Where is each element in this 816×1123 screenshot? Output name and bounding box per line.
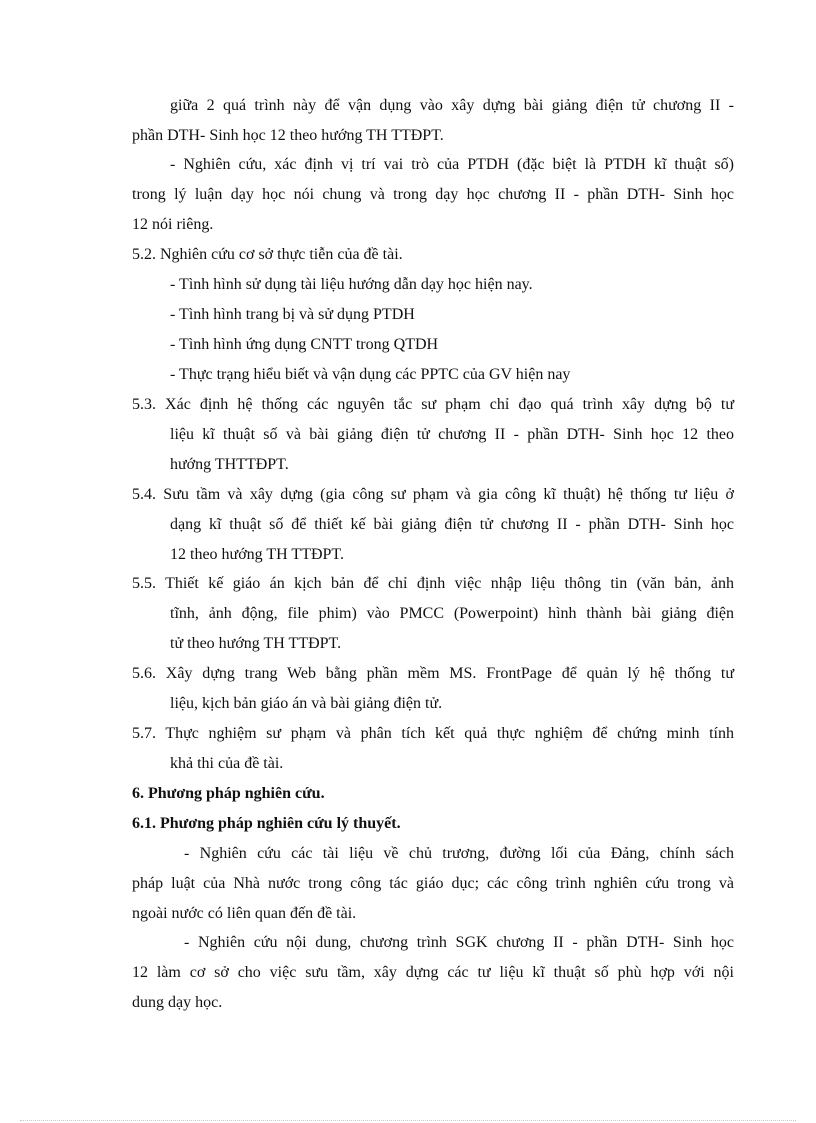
text-line: dung dạy học.: [132, 994, 223, 1011]
text-line: - Nghiên cứu các tài liệu về chủ trương, đường lối của Đảng, chính sách: [184, 845, 734, 862]
numbered-item: 5.6. Xây dựng trang Web bằng phần mềm MS. FrontPage để quản lý hệ thống tư: [132, 665, 734, 682]
text-line: liệu, kịch bản giáo án và bài giảng điện tử.: [170, 695, 443, 712]
text-line: tử theo hướng TH TTĐPT.: [170, 635, 342, 652]
text-line: 12 làm cơ sở cho việc sưu tầm, xây dựng các tư liệu kĩ thuật số phù hợp với nội: [132, 964, 734, 981]
section-heading: 5.2. Nghiên cứu cơ sở thực tiễn của đề tài.: [132, 246, 403, 263]
subsection-heading: 6.1. Phương pháp nghiên cứu lý thuyết.: [132, 815, 401, 832]
text-line: pháp luật của Nhà nước trong công tác giáo dục; các công trình nghiên cứu trong và: [132, 875, 734, 892]
text-line: 12 theo hướng TH TTĐPT.: [170, 546, 345, 563]
text-line: - Nghiên cứu, xác định vị trí vai trò của PTDH (đặc biệt là PTDH kĩ thuật số): [170, 156, 734, 173]
text-line: dạng kĩ thuật số để thiết kế bài giảng điện tử chương II - phần DTH- Sinh học: [170, 516, 734, 533]
numbered-item: 5.4. Sưu tầm và xây dựng (gia công sư phạm và gia công kĩ thuật) hệ thống tư liệu ở: [132, 486, 734, 503]
section-heading: 6. Phương pháp nghiên cứu.: [132, 785, 325, 802]
numbered-item: 5.5. Thiết kế giáo án kịch bản để chỉ định việc nhập liệu thông tin (văn bản, ảnh: [132, 575, 734, 592]
bullet-item: - Thực trạng hiểu biết và vận dụng các PPTC của GV hiện nay: [170, 366, 571, 383]
page-bottom-rule: [20, 1120, 796, 1121]
text-line: phần DTH- Sinh học 12 theo hướng TH TTĐPT.: [132, 127, 444, 144]
bullet-item: - Tình hình sử dụng tài liệu hướng dẫn dạy học hiện nay.: [170, 276, 533, 293]
text-line: khả thi của đề tài.: [170, 755, 284, 772]
text-line: ngoài nước có liên quan đến đề tài.: [132, 905, 357, 922]
text-line: 12 nói riêng.: [132, 216, 214, 233]
text-line: giữa 2 quá trình này để vận dụng vào xây dựng bài giảng điện tử chương II -: [170, 97, 734, 114]
numbered-item: 5.7. Thực nghiệm sư phạm và phân tích kết quả thực nghiệm để chứng minh tính: [132, 725, 734, 742]
text-line: liệu kĩ thuật số và bài giảng điện tử chương II - phần DTH- Sinh học 12 theo: [170, 426, 734, 443]
bullet-item: - Tình hình trang bị và sử dụng PTDH: [170, 306, 415, 323]
numbered-item: 5.3. Xác định hệ thống các nguyên tắc sư phạm chỉ đạo quá trình xây dựng bộ tư: [132, 396, 734, 413]
text-line: hướng THTTĐPT.: [170, 456, 289, 473]
text-line: tĩnh, ảnh động, file phim) vào PMCC (Powerpoint) hình thành bài giảng điện: [170, 605, 734, 622]
bullet-item: - Tình hình ứng dụng CNTT trong QTDH: [170, 336, 439, 353]
text-line: trong lý luận dạy học nói chung và trong dạy học chương II - phần DTH- Sinh học: [132, 186, 734, 203]
text-line: - Nghiên cứu nội dung, chương trình SGK chương II - phần DTH- Sinh học: [184, 934, 734, 951]
